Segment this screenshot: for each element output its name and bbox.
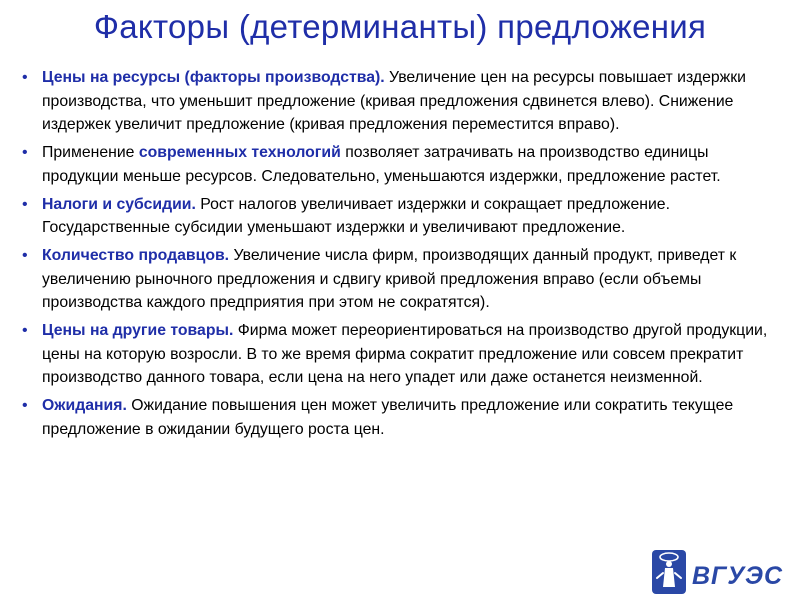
- bullet-icon: •: [22, 322, 28, 339]
- item-lead: Применение: [42, 144, 139, 161]
- university-logo: [648, 547, 788, 597]
- item-highlight: Цены на ресурсы (факторы производства).: [42, 69, 385, 86]
- list-item: [20, 394, 780, 441]
- list-item: [20, 141, 780, 188]
- bullet-icon: •: [22, 69, 28, 86]
- list-item: [20, 66, 780, 137]
- slide-title: Факторы (детерминанты) предложения: [93, 8, 707, 45]
- item-text: Увеличение цен на ресурсы повышает издержки производства, что уменьшит предложение (кривая предложения сдвинется влево). Снижение издержек увеличит предложение (кривая предложения переместится вправо).: [42, 69, 746, 133]
- university-emblem-icon: [652, 550, 686, 594]
- item-highlight: современных технологий: [138, 144, 341, 161]
- item-text: Фирма может переориентироваться на производство другой продукции, цены на которую возросли. В то же время фирма сократит предложение или совсем прекратит производство данного товара, если цена на него упадет или даже останется неизменной.: [42, 322, 768, 386]
- item-highlight: Налоги и субсидии.: [42, 195, 196, 213]
- item-highlight: Ожидания.: [42, 397, 127, 414]
- item-text: Ожидание повышения цен может увеличить предложение или сократить текущее предложение в ожидании будущего роста цен.: [42, 397, 734, 438]
- item-highlight: Цены на другие товары.: [42, 322, 234, 339]
- bullet-icon: •: [22, 247, 28, 264]
- bullet-icon: •: [22, 144, 28, 161]
- item-text: Рост налогов увеличивает издержки и сокращает предложение. Государственные субсидии уменьшают издержки и увеличивают предложение.: [42, 195, 670, 236]
- factors-list: [20, 66, 780, 446]
- list-item: [20, 319, 780, 390]
- bullet-icon: •: [22, 195, 28, 213]
- item-highlight: Количество продавцов.: [42, 247, 230, 264]
- item-text: Увеличение числа фирм, производящих данный продукт, приведет к увеличению рыночного предложения и сдвигу кривой предложения вправо (если объемы производства каждого предприятия при этом не сократятся).: [42, 247, 737, 311]
- list-item: [20, 193, 780, 240]
- list-item: [20, 244, 780, 315]
- bullet-icon: •: [22, 397, 28, 414]
- item-text: позволяет затрачивать на производство единицы продукции меньше ресурсов. Следовательно, уменьшаются издержки, предложение растет.: [42, 144, 721, 185]
- university-wordmark: ВГУЭС: [692, 562, 784, 590]
